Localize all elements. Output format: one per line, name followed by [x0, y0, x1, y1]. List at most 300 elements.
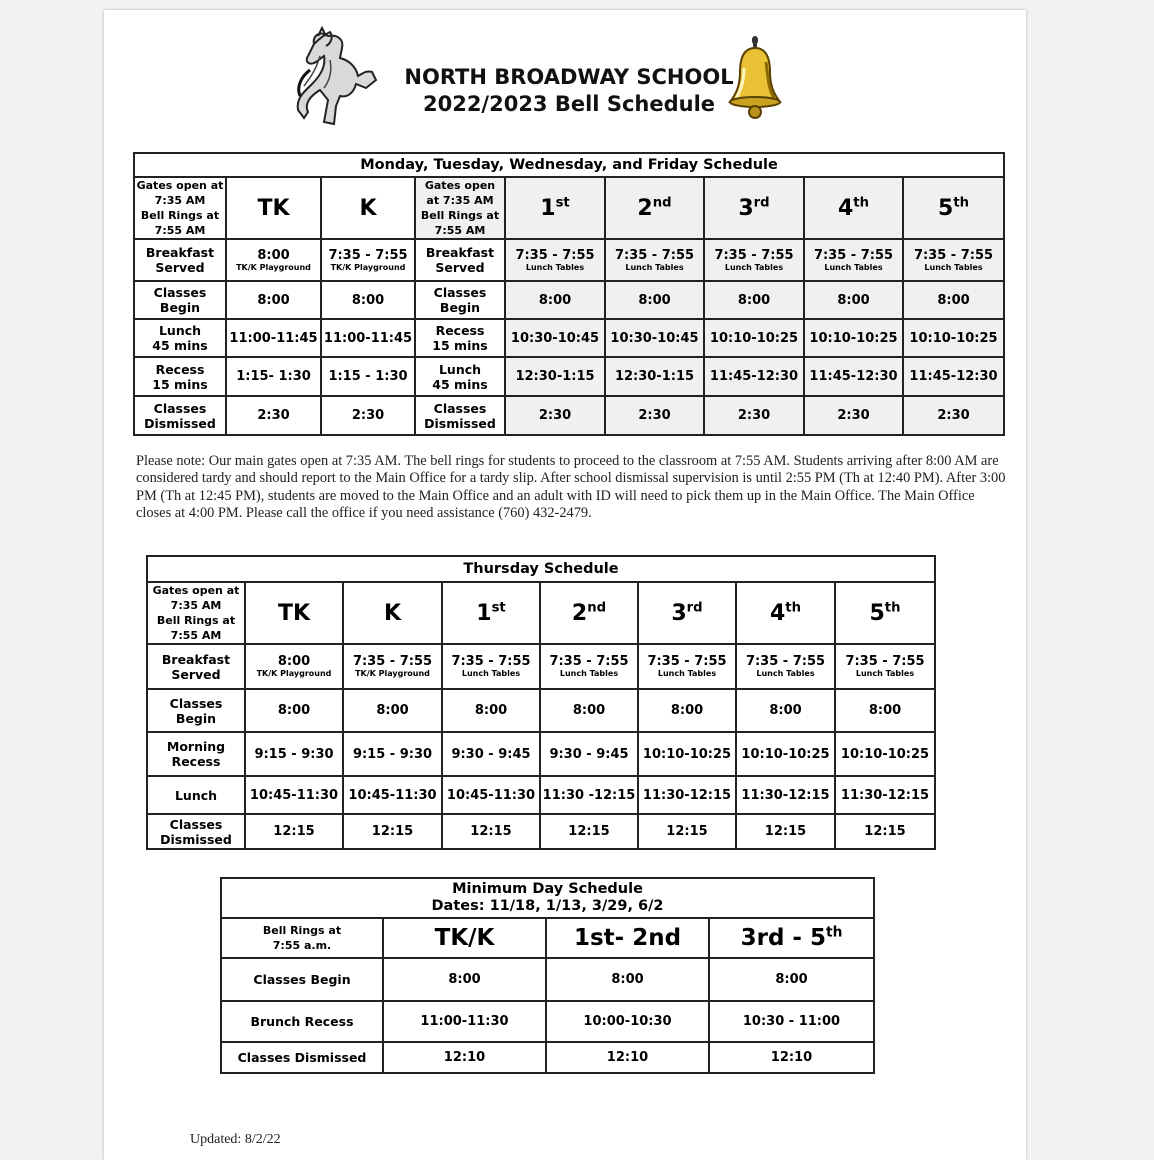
- time-cell: [226, 281, 321, 319]
- time-value: 7:35 - 7:55: [451, 654, 531, 669]
- time-cell: [638, 644, 736, 689]
- time-cell: [245, 776, 343, 814]
- row-label-line: 15 mins: [432, 338, 488, 353]
- row-label-line: Begin: [159, 300, 201, 315]
- time-cell: [442, 776, 540, 814]
- grade-label: 3rd - 5: [740, 925, 826, 951]
- thursday-caption: Thursday Schedule: [147, 556, 935, 582]
- time-cell: [226, 396, 321, 435]
- row-label: Classes Begin: [221, 958, 383, 1001]
- time-cell: [245, 644, 343, 689]
- time-cell: [835, 732, 935, 776]
- time-location: TK/K Playground: [355, 669, 430, 678]
- time-cell: [540, 776, 638, 814]
- time-cell: [226, 357, 321, 396]
- time-value: 1:15 - 1:30: [328, 369, 408, 384]
- grade-label: TK: [257, 195, 290, 221]
- time-cell: [505, 396, 605, 435]
- time-cell: [638, 814, 736, 849]
- row-label: [147, 814, 245, 849]
- grade-label: 2: [571, 600, 588, 626]
- grade-suffix: th: [953, 195, 970, 211]
- time-cell: [321, 239, 415, 281]
- row-label-line: Recess: [435, 323, 485, 338]
- row-label-line: Classes: [169, 816, 223, 832]
- time-value: 8:00: [277, 654, 311, 669]
- minimum-caption: Minimum Day Schedule: [452, 881, 643, 897]
- mtwf-body: [134, 239, 1004, 435]
- schedule-row: [134, 357, 1004, 396]
- document-page: [104, 10, 1026, 1160]
- time-cell: [638, 689, 736, 732]
- time-value: 7:35 - 7:55: [647, 654, 727, 669]
- time-value: 12:15: [273, 824, 315, 839]
- time-value: 12:15: [470, 824, 512, 839]
- time-value: 10:10-10:25: [809, 330, 898, 346]
- time-cell: [835, 644, 935, 689]
- time-cell: 8:00: [546, 958, 709, 1001]
- time-cell: [638, 776, 736, 814]
- grade-label: K: [383, 600, 402, 626]
- time-location: Lunch Tables: [756, 669, 815, 678]
- time-value: 9:15 - 9:30: [352, 746, 433, 762]
- mustang-logo-icon: [290, 26, 380, 126]
- row-label-line: Breakfast: [425, 245, 495, 260]
- time-cell: [540, 814, 638, 849]
- minimum-header-row: [221, 918, 874, 958]
- time-location: Lunch Tables: [461, 669, 521, 678]
- minimum-day-table: [220, 877, 875, 1074]
- gates-info-cell-line: Gates open at: [152, 584, 240, 597]
- time-value: 2:30: [351, 408, 385, 423]
- gates-info-cell-line: Bell Rings at: [140, 209, 220, 222]
- time-cell: 12:10: [546, 1042, 709, 1073]
- time-cell: [804, 239, 903, 281]
- time-value: 9:30 - 9:45: [549, 746, 629, 762]
- time-cell: [704, 239, 804, 281]
- time-value: 10:45-11:30: [249, 787, 339, 803]
- row-label-line: Breakfast: [145, 245, 215, 260]
- time-cell: [835, 689, 935, 732]
- time-value: 10:30-10:45: [510, 330, 600, 346]
- grade-suffix: st: [491, 600, 506, 616]
- grade-suffix: rd: [686, 600, 703, 616]
- time-value: 8:00: [277, 703, 311, 718]
- time-cell: 10:30 - 11:00: [709, 1001, 874, 1042]
- time-cell: [505, 239, 605, 281]
- time-cell: [804, 281, 903, 319]
- grade-suffix: th: [884, 600, 901, 616]
- gates-info-cell-line: Bell Rings at: [420, 209, 500, 222]
- grade-label: 1: [540, 195, 556, 221]
- time-cell: 12:10: [383, 1042, 546, 1073]
- time-value: 9:15 - 9:30: [254, 746, 334, 762]
- time-value: 10:45-11:30: [348, 787, 437, 803]
- thursday-body: [147, 644, 935, 849]
- time-location: Lunch Tables: [525, 262, 585, 272]
- grade-header: [903, 177, 1004, 239]
- mtwf-caption: Monday, Tuesday, Wednesday, and Friday Schedule: [134, 153, 1004, 177]
- time-cell: [226, 239, 321, 281]
- grade-header: [245, 582, 343, 644]
- row-label: [415, 396, 505, 435]
- updated-date: Updated: 8/2/22: [190, 1132, 281, 1147]
- row-label-line: Classes: [153, 400, 207, 416]
- grade-header: [343, 582, 442, 644]
- time-value: 8:00: [769, 703, 802, 718]
- grade-label: 5: [869, 600, 885, 626]
- time-value: 10:10-10:25: [642, 746, 732, 762]
- time-value: 11:00-11:45: [323, 330, 413, 346]
- schedule-row: [147, 814, 935, 849]
- time-cell: [704, 396, 804, 435]
- time-value: 11:45-12:30: [709, 369, 799, 384]
- gates-info-cell: [415, 177, 505, 239]
- time-location: Lunch Tables: [559, 669, 619, 678]
- row-label: [134, 239, 226, 281]
- row-label: Classes Dismissed: [221, 1042, 383, 1073]
- time-location: Lunch Tables: [625, 262, 684, 272]
- time-cell: [505, 281, 605, 319]
- time-cell: [343, 644, 442, 689]
- mtwf-schedule-table: [133, 152, 1005, 436]
- time-cell: 11:00-11:30: [383, 1001, 546, 1042]
- time-value: 8:00: [474, 703, 508, 718]
- gates-info-cell-line: 7:55 AM: [154, 224, 206, 237]
- row-label-line: Morning: [166, 739, 226, 754]
- time-cell: [245, 689, 343, 732]
- gates-info-cell-line: 7:55 AM: [434, 224, 486, 237]
- gates-info-cell-line: Gates open at: [136, 179, 224, 192]
- time-value: 8:00: [737, 292, 771, 308]
- time-value: 8:00: [538, 292, 572, 308]
- grade-header: [709, 918, 874, 958]
- time-value: 2:30: [737, 408, 771, 423]
- time-cell: [343, 776, 442, 814]
- time-value: 2:30: [937, 408, 970, 423]
- time-value: 11:30-12:15: [642, 787, 732, 803]
- time-value: 8:00: [837, 292, 870, 308]
- time-value: 7:35 - 7:55: [549, 654, 629, 669]
- time-cell: [343, 689, 442, 732]
- time-cell: [605, 319, 704, 357]
- time-cell: [736, 689, 835, 732]
- grade-label: K: [359, 195, 377, 221]
- time-value: 8:00: [638, 292, 671, 308]
- gates-info-cell-line: Gates open: [424, 179, 496, 192]
- time-cell: [736, 814, 835, 849]
- row-label-line: Served: [435, 260, 485, 275]
- row-label: [147, 732, 245, 776]
- time-value: 8:00: [376, 703, 409, 718]
- schedule-row: [221, 1042, 874, 1073]
- time-cell: [245, 814, 343, 849]
- grade-label: 2: [637, 195, 653, 221]
- time-cell: [804, 396, 903, 435]
- grade-header: [835, 582, 935, 644]
- time-cell: [321, 396, 415, 435]
- time-cell: 12:10: [709, 1042, 874, 1073]
- time-cell: [736, 776, 835, 814]
- bell-icon: [726, 32, 784, 124]
- time-cell: [704, 357, 804, 396]
- grade-suffix: th: [853, 195, 869, 211]
- schedule-row: [221, 958, 874, 1001]
- time-value: 2:30: [837, 408, 870, 423]
- time-cell: [903, 319, 1004, 357]
- row-label-line: Begin: [175, 710, 217, 726]
- row-label-line: Recess: [155, 361, 205, 377]
- school-name: NORTH BROADWAY SCHOOL: [404, 65, 734, 89]
- time-value: 1:15- 1:30: [236, 369, 311, 384]
- time-value: 7:35 - 7:55: [328, 247, 408, 263]
- time-value: 9:30 - 9:45: [451, 746, 531, 762]
- time-value: 8:00: [868, 703, 902, 718]
- row-label: [134, 396, 226, 435]
- time-cell: [638, 732, 736, 776]
- time-value: 7:35 - 7:55: [913, 247, 994, 263]
- row-label-line: 45 mins: [432, 376, 488, 392]
- row-label-line: Classes: [169, 695, 223, 711]
- time-value: 12:15: [864, 824, 906, 839]
- time-cell: 8:00: [709, 958, 874, 1001]
- bell-rings-cell: [221, 918, 383, 958]
- grade-suffix: nd: [587, 600, 607, 616]
- grade-header: [442, 582, 540, 644]
- time-cell: [605, 357, 704, 396]
- grade-label: 4: [837, 195, 854, 221]
- grade-header: [383, 918, 546, 958]
- time-cell: [442, 689, 540, 732]
- row-label: [134, 357, 226, 396]
- time-value: 11:30-12:15: [741, 787, 830, 803]
- time-location: TK/K Playground: [236, 262, 311, 272]
- time-value: 7:35 - 7:55: [515, 247, 595, 263]
- time-location: TK/K Playground: [330, 262, 406, 272]
- gates-info-cell: [134, 177, 226, 239]
- time-value: 8:00: [937, 292, 970, 308]
- time-value: 10:10-10:25: [741, 746, 830, 762]
- gates-info-cell-line: at 7:35 AM: [426, 194, 494, 207]
- bell-rings-cell-line: 7:55 a.m.: [272, 939, 332, 952]
- time-cell: [505, 357, 605, 396]
- schedule-row: [134, 239, 1004, 281]
- time-value: 8:00: [572, 703, 606, 718]
- gates-info-cell-line: 7:35 AM: [170, 599, 222, 612]
- row-label-line: Classes: [153, 285, 207, 300]
- time-value: 11:00-11:45: [229, 330, 318, 346]
- row-label: [147, 689, 245, 732]
- schedule-row: [134, 319, 1004, 357]
- time-value: 10:10-10:25: [909, 330, 998, 346]
- schedule-row: [134, 281, 1004, 319]
- grade-suffix: th: [825, 924, 843, 941]
- time-value: 8:00: [257, 292, 290, 308]
- grade-label: 4: [769, 600, 786, 626]
- grade-label: TK: [277, 600, 311, 626]
- time-value: 8:00: [257, 247, 290, 263]
- time-cell: [835, 776, 935, 814]
- time-location: Lunch Tables: [924, 262, 983, 272]
- time-location: Lunch Tables: [657, 669, 717, 678]
- time-value: 12:15: [764, 824, 807, 839]
- time-cell: [540, 689, 638, 732]
- grade-suffix: nd: [652, 195, 672, 211]
- time-value: 7:35 - 7:55: [745, 654, 826, 669]
- time-cell: [343, 814, 442, 849]
- time-value: 11:30 -12:15: [542, 787, 636, 803]
- row-label-line: Served: [171, 666, 221, 682]
- time-cell: [736, 644, 835, 689]
- time-cell: [804, 319, 903, 357]
- schedule-row: [147, 689, 935, 732]
- thursday-header-row: [147, 582, 935, 644]
- time-cell: 8:00: [383, 958, 546, 1001]
- time-value: 8:00: [670, 703, 704, 718]
- minimum-dates: Dates: 11/18, 1/13, 3/29, 6/2: [431, 898, 664, 914]
- time-value: 7:35 - 7:55: [714, 247, 794, 263]
- row-label-line: Lunch: [174, 787, 218, 803]
- time-cell: [605, 396, 704, 435]
- row-label-line: Dismissed: [424, 415, 496, 431]
- time-cell: [442, 814, 540, 849]
- time-value: 11:45-12:30: [909, 369, 998, 384]
- time-value: 7:35 - 7:55: [813, 247, 894, 263]
- time-value: 12:15: [568, 824, 610, 839]
- time-value: 7:35 - 7:55: [352, 654, 433, 669]
- schedule-row: [147, 776, 935, 814]
- schedule-row: [134, 396, 1004, 435]
- time-cell: [321, 319, 415, 357]
- time-cell: [903, 396, 1004, 435]
- time-location: Lunch Tables: [724, 262, 784, 272]
- grade-header: [540, 582, 638, 644]
- grade-header: [736, 582, 835, 644]
- time-cell: [903, 239, 1004, 281]
- time-value: 12:30-1:15: [515, 369, 595, 384]
- time-value: 10:30-10:45: [610, 330, 699, 346]
- time-value: 2:30: [638, 408, 671, 423]
- row-label-line: Classes: [433, 285, 487, 300]
- time-value: 7:35 - 7:55: [614, 247, 695, 263]
- grade-header: [804, 177, 903, 239]
- grade-label: 1st- 2nd: [573, 925, 682, 951]
- time-value: 7:35 - 7:55: [845, 654, 925, 669]
- gates-info-cell: [147, 582, 245, 644]
- mtwf-header-row: [134, 177, 1004, 239]
- time-cell: [442, 644, 540, 689]
- time-value: 2:30: [257, 408, 290, 423]
- time-cell: [505, 319, 605, 357]
- row-label: [415, 319, 505, 357]
- row-label-line: Served: [155, 260, 205, 275]
- grade-suffix: st: [555, 195, 570, 211]
- time-value: 10:10-10:25: [840, 746, 930, 762]
- time-value: 12:15: [666, 824, 708, 839]
- time-cell: [736, 732, 835, 776]
- time-cell: [442, 732, 540, 776]
- time-cell: [321, 281, 415, 319]
- time-cell: [704, 281, 804, 319]
- time-cell: [605, 281, 704, 319]
- row-label: [147, 644, 245, 689]
- row-label-line: Dismissed: [160, 831, 232, 847]
- row-label: Brunch Recess: [221, 1001, 383, 1042]
- time-cell: [540, 644, 638, 689]
- grade-header: [605, 177, 704, 239]
- thursday-schedule-table: [146, 555, 936, 850]
- row-label-line: Recess: [171, 754, 221, 769]
- grade-label: 3: [671, 600, 687, 626]
- time-cell: [321, 357, 415, 396]
- time-cell: 10:00-10:30: [546, 1001, 709, 1042]
- grade-header: [321, 177, 415, 239]
- grade-label: TK/K: [434, 925, 495, 951]
- schedule-row: [147, 644, 935, 689]
- gates-info-cell-line: Bell Rings at: [156, 614, 236, 627]
- minimum-body: [221, 958, 874, 1073]
- schedule-row: [147, 732, 935, 776]
- grade-label: 3: [738, 195, 754, 221]
- row-label-line: Breakfast: [161, 651, 231, 667]
- grade-label: 5: [938, 195, 954, 221]
- row-label: [415, 239, 505, 281]
- time-value: 10:45-11:30: [446, 787, 536, 803]
- grade-header: [704, 177, 804, 239]
- time-cell: [343, 732, 442, 776]
- bell-rings-cell-line: Bell Rings at: [262, 924, 342, 937]
- grade-header: [638, 582, 736, 644]
- grade-header: [226, 177, 321, 239]
- grade-label: 1: [476, 600, 492, 626]
- time-cell: [605, 239, 704, 281]
- row-label-line: 15 mins: [152, 376, 208, 392]
- row-label-line: 45 mins: [152, 338, 208, 353]
- time-cell: [903, 281, 1004, 319]
- time-value: 11:45-12:30: [809, 369, 898, 384]
- gates-info-cell-line: 7:35 AM: [154, 194, 206, 207]
- time-location: TK/K Playground: [256, 669, 332, 678]
- schedule-row: [221, 1001, 874, 1042]
- row-label-line: Dismissed: [144, 415, 216, 431]
- schedule-title: 2022/2023 Bell Schedule: [422, 92, 716, 116]
- time-value: 8:00: [351, 292, 385, 308]
- note-text: Please note: Our main gates open at 7:35 AM. The bell rings for students to proceed to the classroom at 7:55 AM. Students arriving after 8:00 AM are considered tardy and should report to the Main Office for a tardy slip. After school dismissal supervision is until 2:55 PM (Th at 12:40 PM). After 3:00 PM (Th at 12:45 PM), students are moved to the Main Office and an adult with ID will need to pick them up in the Main Office. The Main Office closes at 4:00 PM. Please call the office if you need assistance (760) 432-2479.: [136, 453, 1006, 521]
- row-label-line: Lunch: [438, 361, 482, 377]
- time-location: Lunch Tables: [855, 669, 915, 678]
- time-cell: [245, 732, 343, 776]
- grade-suffix: th: [785, 600, 801, 616]
- grade-header: [546, 918, 709, 958]
- time-value: 12:30-1:15: [614, 369, 695, 384]
- row-label: [415, 357, 505, 396]
- time-location: Lunch Tables: [824, 262, 883, 272]
- time-cell: [903, 357, 1004, 396]
- time-cell: [804, 357, 903, 396]
- row-label: [147, 776, 245, 814]
- gates-info-cell-line: 7:55 AM: [170, 629, 222, 642]
- row-label: [134, 319, 226, 357]
- row-label: [134, 281, 226, 319]
- grade-header: [505, 177, 605, 239]
- time-cell: [835, 814, 935, 849]
- row-label-line: Begin: [439, 300, 481, 315]
- row-label-line: Lunch: [158, 323, 202, 338]
- grade-suffix: rd: [753, 195, 770, 211]
- time-cell: [540, 732, 638, 776]
- time-cell: [226, 319, 321, 357]
- time-value: 2:30: [538, 408, 572, 423]
